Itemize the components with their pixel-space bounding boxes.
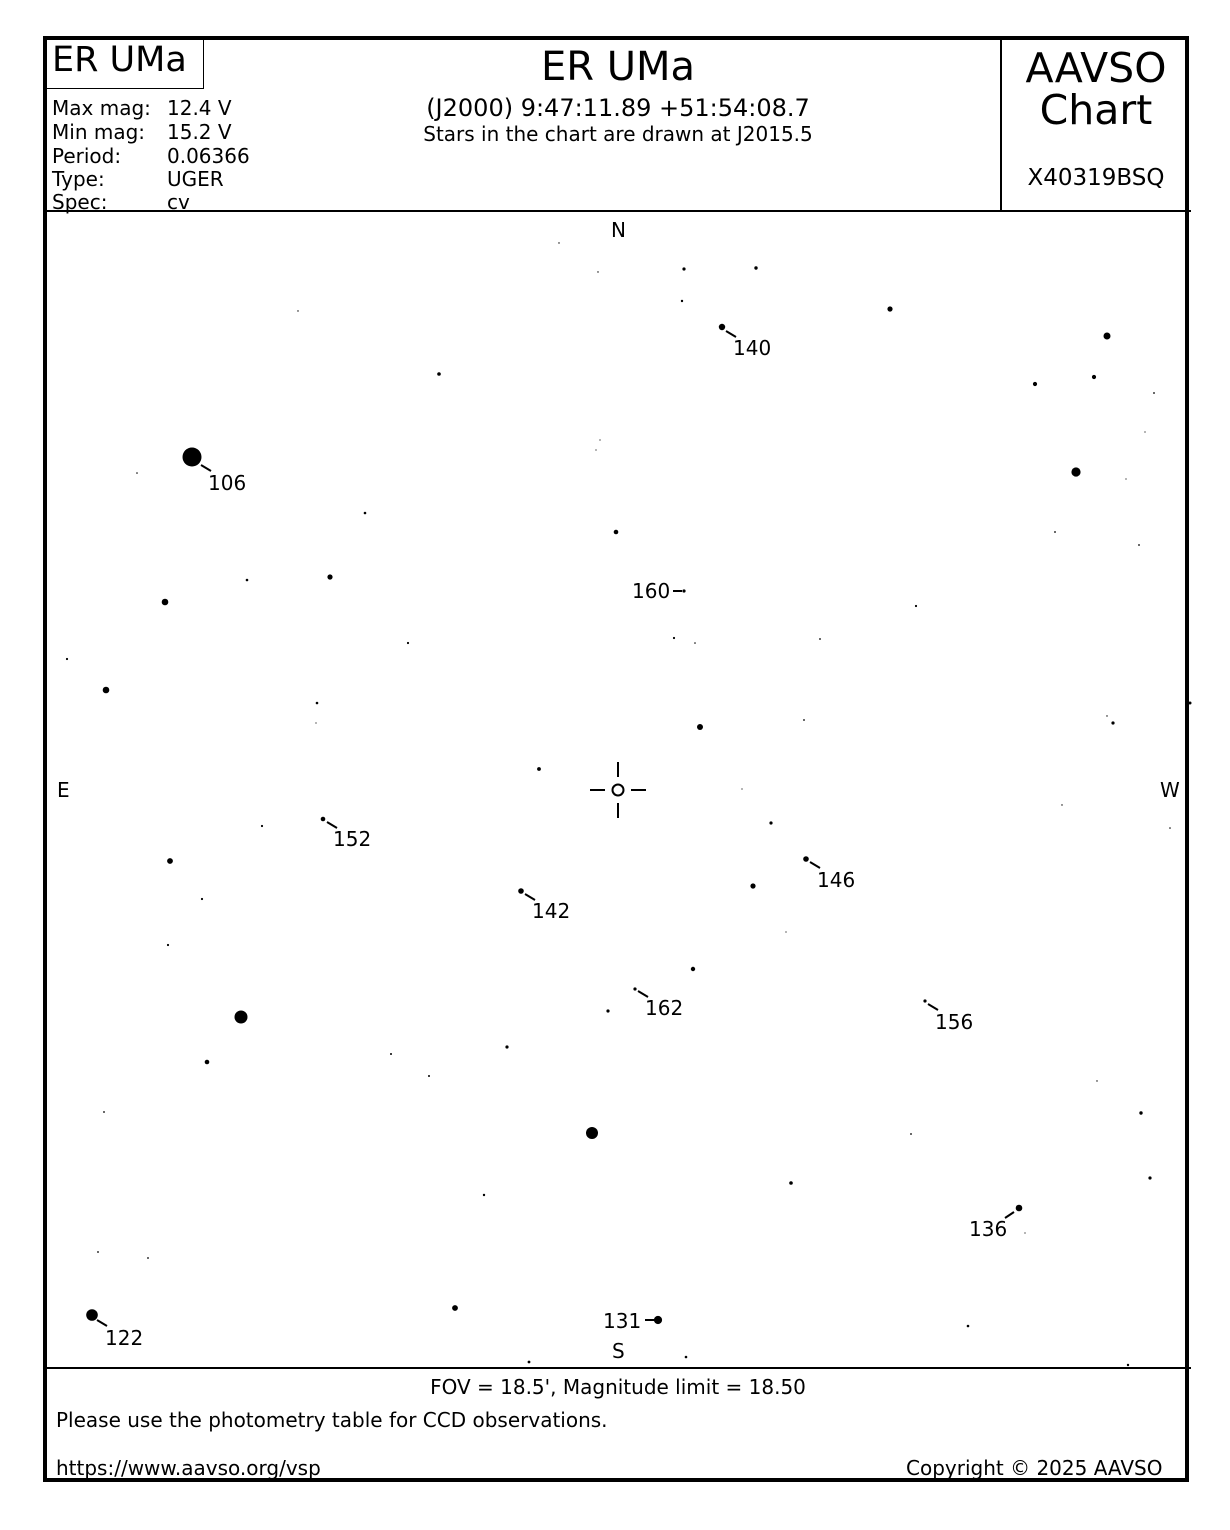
star (682, 589, 685, 592)
star (537, 767, 541, 771)
star (97, 1251, 99, 1253)
info-label-period: Period: (52, 144, 122, 168)
info-value-min: 15.2 V (167, 120, 232, 144)
star (1125, 478, 1126, 479)
star (769, 821, 772, 824)
star (103, 687, 110, 694)
star (1092, 375, 1096, 379)
star (694, 642, 696, 644)
star (915, 605, 917, 607)
star (315, 722, 316, 723)
star (235, 1011, 248, 1024)
star (147, 1257, 149, 1259)
star (136, 472, 138, 474)
star (167, 858, 173, 864)
star (1189, 702, 1192, 705)
info-value-period: 0.06366 (167, 144, 250, 168)
star (697, 724, 703, 730)
star (673, 637, 675, 639)
info-label-max: Max mag: (52, 96, 151, 120)
vsp-url[interactable]: https://www.aavso.org/vsp (56, 1456, 321, 1480)
footer-divider (45, 1367, 1191, 1369)
star (321, 817, 326, 822)
comp-label: 146 (817, 868, 856, 892)
star (1071, 467, 1080, 476)
ccd-note: Please use the photometry table for CCD observations. (56, 1408, 608, 1432)
comp-label: 140 (733, 336, 772, 360)
chart-id: X40319BSQ (1027, 165, 1165, 191)
star (599, 439, 600, 440)
star (437, 372, 441, 376)
star (741, 788, 742, 789)
info-value-spec: cv (167, 190, 190, 214)
epoch-note: Stars in the chart are drawn at J2015.5 (423, 122, 813, 146)
comp-label: 131 (603, 1309, 642, 1333)
star (785, 931, 786, 932)
star (1061, 804, 1062, 805)
star (201, 898, 203, 900)
comp-label: 156 (935, 1010, 974, 1034)
star (1016, 1205, 1023, 1212)
star (205, 1060, 210, 1065)
star (390, 1053, 392, 1055)
star (86, 1309, 98, 1321)
comp-label: 136 (969, 1217, 1008, 1241)
star (1054, 531, 1056, 533)
star (167, 944, 169, 946)
star (297, 310, 298, 311)
star (1033, 382, 1037, 386)
fov-line: FOV = 18.5', Magnitude limit = 18.50 (430, 1375, 806, 1399)
star (66, 658, 68, 660)
copyright: Copyright © 2025 AAVSO (906, 1456, 1163, 1480)
compass-east: E (57, 778, 70, 802)
star (682, 267, 685, 270)
star (654, 1316, 662, 1324)
star (606, 1009, 609, 1012)
star (819, 638, 821, 640)
star (1153, 392, 1155, 394)
star (1138, 544, 1140, 546)
compass-south: S (612, 1339, 625, 1363)
star (803, 856, 809, 862)
info-label-min: Min mag: (52, 120, 146, 144)
target-reticle (590, 762, 646, 818)
star (1169, 827, 1171, 829)
chart-title: ER UMa (540, 44, 696, 90)
star (183, 448, 202, 467)
star (923, 999, 926, 1002)
comp-label: 162 (645, 996, 684, 1020)
star (614, 530, 619, 535)
star (1106, 715, 1107, 716)
star (528, 1361, 531, 1364)
compass-north: N (611, 218, 626, 242)
star (887, 306, 892, 311)
comp-label: 106 (208, 471, 247, 495)
star (428, 1075, 430, 1077)
comp-label: 160 (632, 579, 671, 603)
star (316, 702, 319, 705)
comp-label: 122 (105, 1326, 144, 1350)
aavso-brand: AAVSO (1025, 44, 1167, 92)
star (1096, 1080, 1097, 1081)
star (685, 1356, 688, 1359)
star (754, 266, 757, 269)
star (595, 449, 596, 450)
star (967, 1325, 970, 1328)
info-label-type: Type: (52, 167, 105, 191)
star (1024, 1232, 1025, 1233)
star (681, 300, 683, 302)
info-value-max: 12.4 V (167, 96, 232, 120)
star (407, 642, 409, 644)
comp-label: 142 (532, 899, 571, 923)
star (327, 574, 332, 579)
star (1127, 1364, 1129, 1366)
star (1139, 1111, 1142, 1114)
star (452, 1305, 458, 1311)
star (162, 599, 169, 606)
star (789, 1181, 793, 1185)
star (558, 242, 559, 243)
chart-brand: Chart (1039, 86, 1153, 134)
star (719, 324, 725, 330)
star (1104, 333, 1111, 340)
info-value-type: UGER (167, 167, 224, 191)
star (246, 579, 249, 582)
corner-star-name: ER UMa (52, 40, 187, 80)
star (1144, 431, 1145, 432)
star (261, 825, 263, 827)
star (518, 888, 524, 894)
star (750, 883, 755, 888)
star (1111, 721, 1114, 724)
star (483, 1194, 485, 1196)
star (597, 271, 598, 272)
info-label-spec: Spec: (52, 190, 108, 214)
star (586, 1127, 598, 1139)
compass-west: W (1160, 778, 1180, 802)
comp-label: 152 (333, 827, 372, 851)
star (633, 987, 636, 990)
star (691, 967, 695, 971)
star (364, 512, 367, 515)
star (910, 1133, 912, 1135)
star (103, 1111, 105, 1113)
star (803, 719, 805, 721)
star (505, 1045, 508, 1048)
chart-coordinates: (J2000) 9:47:11.89 +51:54:08.7 (426, 94, 810, 122)
star (1148, 1176, 1151, 1179)
